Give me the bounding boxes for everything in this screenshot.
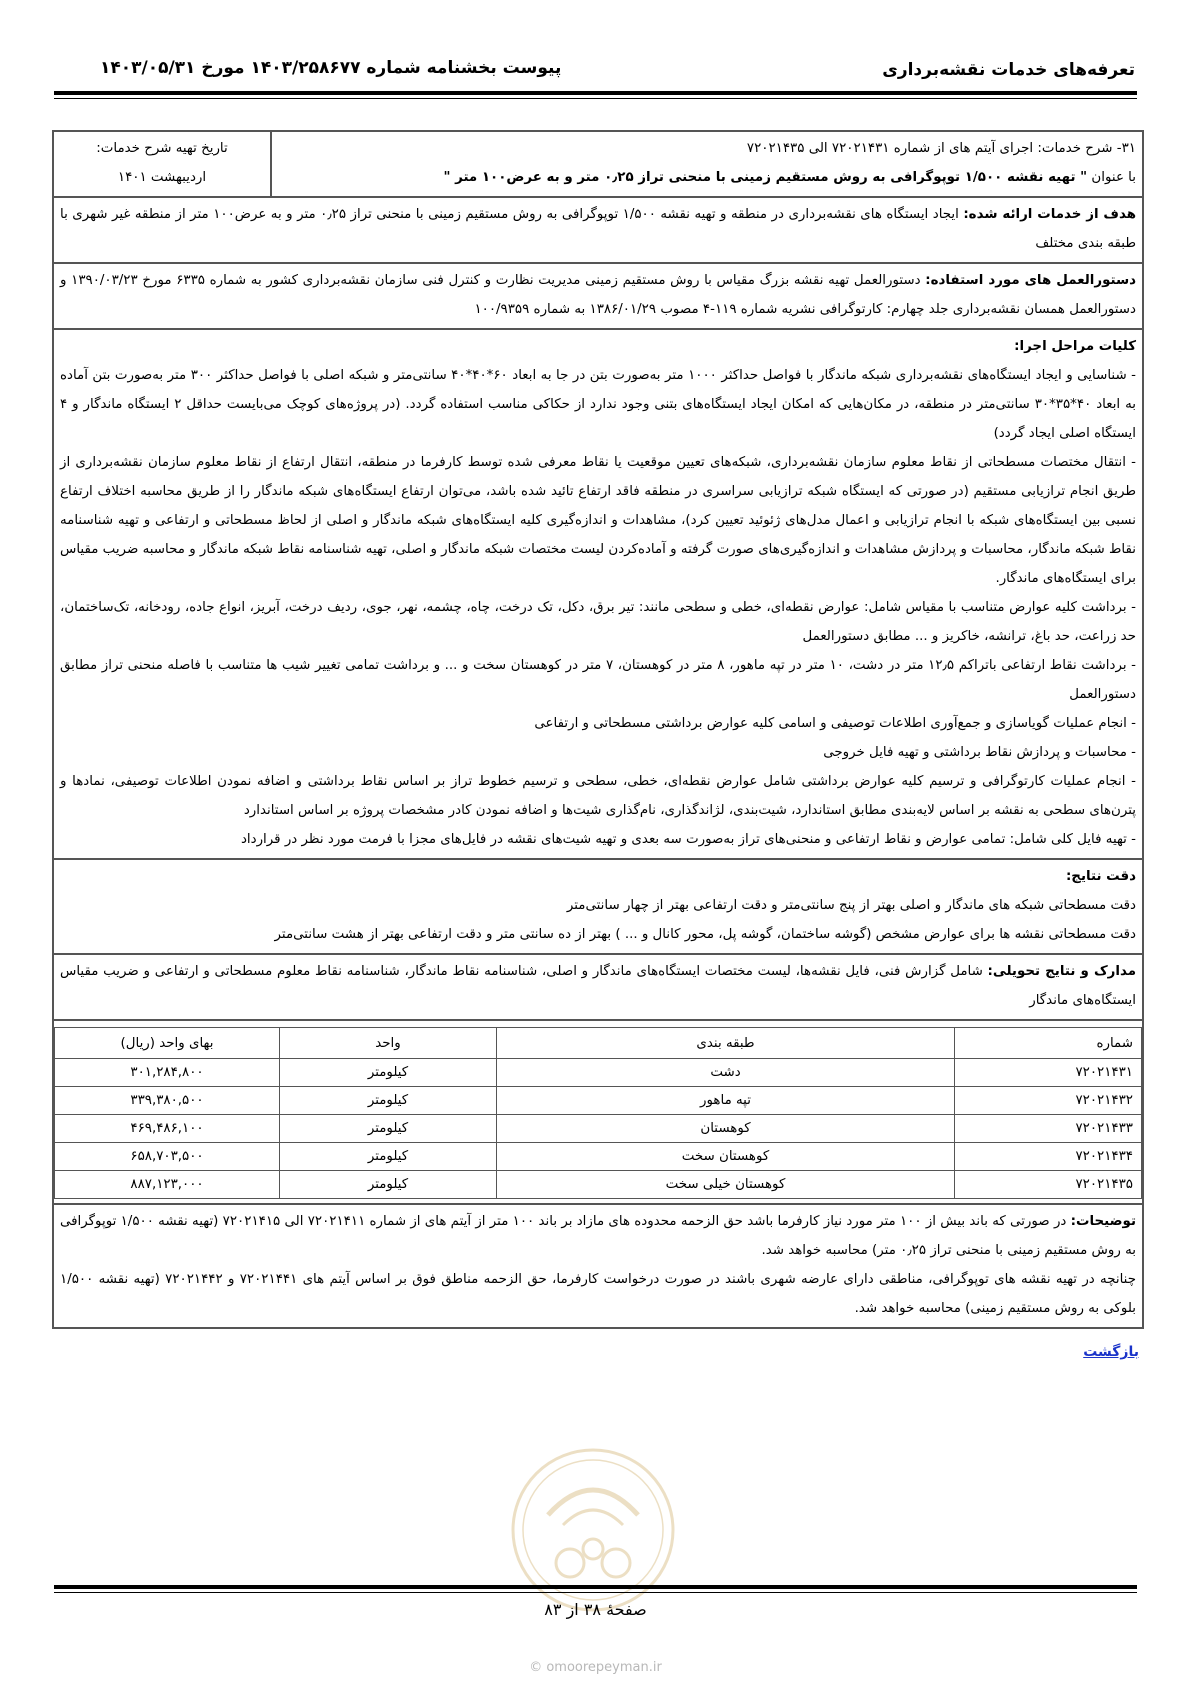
notes-row	[54, 1205, 1142, 1329]
table-row	[55, 1059, 1142, 1087]
page-number: صفحهٔ ۳۸ از ۸۳	[544, 1600, 647, 1619]
rates-table-header	[55, 1028, 1142, 1059]
steps-label: کلیات مراحل اجرا:	[1014, 339, 1136, 354]
col-header-code: شماره	[955, 1028, 1142, 1059]
step-item: - برداشت نقاط ارتفاعی باتراکم ۱۲٫۵ متر در دشت، ۱۰ متر در تپه ماهور، ۸ متر در کوهستان، ۷ متر در کوهستان سخت و ... و برداشت تمامی تغییر شیب ها متناسب با فاصله منحنی تراز مطابق دستورالعمل	[60, 658, 1137, 702]
goal-label: هدف از خدمات ارائه شده:	[963, 207, 1137, 222]
accuracy-line: دقت مسطحاتی شبکه های ماندگار و اصلی بهتر از پنج سانتی‌متر و دقت ارتفاعی بهتر از چهار سانتی‌متر	[566, 898, 1136, 913]
cell-class: کوهستان خیلی سخت	[497, 1171, 955, 1199]
col-header-unit: واحد	[280, 1028, 497, 1059]
table-row	[55, 1143, 1142, 1171]
step-item: - انجام عملیات گویاسازی و جمع‌آوری اطلاعات توصیفی و اسامی کلیه عوارض برداشتی مسطحاتی و ارتفاعی	[534, 716, 1136, 731]
accuracy-label: دقت نتایج:	[1065, 869, 1136, 884]
cell-unit: کیلومتر	[280, 1143, 497, 1171]
deliverables-label: مدارک و نتایج تحویلی:	[987, 964, 1136, 979]
service-date-cell	[54, 132, 272, 196]
col-header-class: طبقه بندی	[497, 1028, 955, 1059]
notes-para: توضیحات: در صورتی که باند بیش از ۱۰۰ متر مورد نیاز کارفرما باشد حق الزحمه محدوده های مازاد بر باند ۱۰۰ متر از آیتم های از شماره ۷۲۰۲۱۴۱۱ الی ۷۲۰۲۱۴۱۵ (تهیه نقشه ۱/۵۰۰ توپوگرافی به روش مستقیم زمینی با منحنی تراز ۰٫۲۵ متر) محاسبه خواهد شد.	[60, 1214, 1136, 1258]
cell-code: ۷۲۰۲۱۴۳۱	[955, 1059, 1142, 1087]
goal-text: ایجاد ایستگاه های نقشه‌برداری در منطقه و تهیه نقشه ۱/۵۰۰ توپوگرافی به روش مستقیم زمینی با منحنی تراز ۰٫۲۵ متر و به عرض۱۰۰ متر از منطقه غیر شهری با طبقه بندی مختلف	[60, 207, 1136, 251]
cell-code: ۷۲۰۲۱۴۳۵	[955, 1171, 1142, 1199]
footer-rule-thick	[54, 1585, 1137, 1589]
service-title-cell	[272, 132, 1142, 196]
header-rule-thin	[54, 98, 1137, 99]
accuracy-row	[54, 860, 1142, 955]
step-item: - برداشت کلیه عوارض متناسب با مقیاس شامل: عوارض نقطه‌ای، خطی و سطحی مانند: تیر برق، دکل، تک درخت، چاه، چشمه، نهر، جوی، ردیف درخت، آبریز، انواع جاده، رودخانه، تک‌ساختمان، حد زراعت، حد باغ، ترانشه، خاکریز و ... مطابق دستورالعمل	[60, 600, 1136, 644]
rates-table-row	[54, 1021, 1142, 1205]
table-row	[55, 1087, 1142, 1115]
col-header-price: بهای واحد (ریال)	[55, 1028, 280, 1059]
cell-unit: کیلومتر	[280, 1115, 497, 1143]
cell-price: ۴۶۹,۴۸۶,۱۰۰	[55, 1115, 280, 1143]
cell-class: دشت	[497, 1059, 955, 1087]
site-watermark: © omoorepeyman.ir	[529, 1660, 662, 1675]
notes-label: توضیحات:	[1070, 1214, 1136, 1229]
header-rule-thick	[54, 91, 1137, 95]
step-item: - تهیه فایل کلی شامل: تمامی عوارض و نقاط ارتفاعی و منحنی‌های تراز به‌صورت سه بعدی و تهیه شیت‌های نقشه در فایل‌های مجزا با فرمت مورد نظر در قرارداد	[240, 832, 1136, 847]
deliverables-row	[54, 955, 1142, 1021]
cell-unit: کیلومتر	[280, 1059, 497, 1087]
cell-price: ۳۰۱,۲۸۴,۸۰۰	[55, 1059, 280, 1087]
service-title-line: با عنوان " تهیه نقشه ۱/۵۰۰ توپوگرافی به روش مستقیم زمینی با منحنی تراز ۰٫۲۵ متر و به عرض۱۰۰ متر "	[443, 170, 1136, 185]
step-item: - محاسبات و پردازش نقاط برداشتی و تهیه فایل خروجی	[823, 745, 1136, 760]
cell-price: ۶۵۸,۷۰۳,۵۰۰	[55, 1143, 280, 1171]
step-item: - شناسایی و ایجاد ایستگاه‌های نقشه‌برداری شبکه ماندگار با فواصل حداکثر ۱۰۰۰ متر به‌صورت بتن در جا به ابعاد ۶۰*۴۰*۴۰ سانتی‌متر و شبکه اصلی با فواصل حداکثر ۳۰۰ متر به‌صورت بتن آماده به ابعاد ۴۰*۳۵*۳۰ سانتی‌متر در منطقه، در مکان‌هایی که امکان ایجاد ایستگاه‌های بتنی وجود ندارد از حکاکی مناسب استفاده گردد. (در پروژه‌های کوچک می‌بایست حداقل ۲ ایستگاه ماندگار و ۴ ایستگاه اصلی ایجاد گردد)	[60, 368, 1137, 441]
table-row	[55, 1115, 1142, 1143]
cell-class: تپه ماهور	[497, 1087, 955, 1115]
table-row	[55, 1171, 1142, 1199]
service-date-label: تاریخ تهیه شرح خدمات:	[96, 141, 228, 156]
service-title-row	[54, 132, 1142, 198]
seal-logo-icon	[508, 1445, 678, 1615]
cell-class: کوهستان سخت	[497, 1143, 955, 1171]
service-title: " تهیه نقشه ۱/۵۰۰ توپوگرافی به روش مستقیم زمینی با منحنی تراز ۰٫۲۵ متر و به عرض۱۰۰ متر "	[443, 170, 1088, 185]
back-link[interactable]: بازگشت	[1083, 1344, 1139, 1360]
cell-code: ۷۲۰۲۱۴۳۴	[955, 1143, 1142, 1171]
rates-table	[54, 1027, 1142, 1199]
step-item: - انتقال مختصات مسطحاتی از نقاط معلوم سازمان نقشه‌برداری، شبکه‌های تعیین موقعیت یا نقاط معرفی شده توسط کارفرما در منطقه، انتقال ارتفاع از نقاط معلوم سازمان نقشه‌برداری از طریق انجام ترازیابی مستقیم (در صورتی که ایستگاه شبکه ترازیابی سراسری در منطقه فاقد ارتفاع تائید شده باشد، می‌توان ارتفاع ایستگاه‌های شبکه ماندگار را از طریق محاسبه اختلاف ارتفاع نسبی بین ایستگاه‌های شبکه با انجام ترازیابی و اعمال مدل‌های ژئوئید تعیین کرد)، مشاهدات و اندازه‌گیری کلیه ایستگاه‌های شبکه ماندگار و اصلی از لحاظ مسطحاتی و ارتفاعی و تهیه شناسنامه نقاط شبکه ماندگار، محاسبات و پردازش مشاهدات و اندازه‌گیری‌های صورت گرفته و آماده‌کردن لیست مختصات شبکه ماندگار و اصلی، تهیه شناسنامه نقاط شبکه ماندگار و محاسبه ضریب مقیاس برای ایستگاه‌های ماندگار.	[60, 455, 1136, 586]
instructions-label: دستورالعمل های مورد استفاده:	[925, 273, 1137, 288]
cell-unit: کیلومتر	[280, 1087, 497, 1115]
service-number-line: ۳۱- شرح خدمات: اجرای آیتم های از شماره ۷۲۰۲۱۴۳۱ الی ۷۲۰۲۱۴۳۵	[746, 141, 1136, 156]
cell-price: ۳۳۹,۳۸۰,۵۰۰	[55, 1087, 280, 1115]
service-frame	[52, 130, 1144, 1329]
step-item: - انجام عملیات کارتوگرافی و ترسیم کلیه عوارض برداشتی شامل عوارض نقطه‌ای، خطی، سطحی و ترسیم خطوط تراز بر اساس نقاط برداشتی و اضافه نمودن اطلاعات توصیفی، نمادها و پترن‌های سطحی به نقشه بر اساس لایه‌بندی مطابق استاندارد، شیت‌بندی، لژاندگذاری، نام‌گذاری شیت‌ها و اضافه نمودن کادر مشخصات پروژه بر اساس استاندارد	[60, 774, 1136, 818]
notes-para: چنانچه در تهیه نقشه های توپوگرافی، مناطقی دارای عارضه شهری باشند در صورت درخواست کارفرما، حق الزحمه مناطق فوق بر اساس آیتم های ۷۲۰۲۱۴۴۱ و ۷۲۰۲۱۴۴۲ (تهیه نقشه ۱/۵۰۰ بلوکی به روش مستقیم زمینی) محاسبه خواهد شد.	[60, 1272, 1136, 1316]
instructions-row	[54, 264, 1142, 330]
header-circular-ref: پیوست بخشنامه شماره ۱۴۰۳/۲۵۸۶۷۷ مورخ ۱۴۰۳/۰۵/۳۱	[100, 58, 562, 78]
deliverables-text: شامل گزارش فنی، فایل نقشه‌ها، لیست مختصات ایستگاه‌های ماندگار و اصلی، شناسنامه نقاط ماندگار، شناسنامه نقاط معلوم مسطحاتی و ارتفاعی و ضریب مقیاس ایستگاه‌های ماندگار	[60, 964, 1136, 1008]
cell-code: ۷۲۰۲۱۴۳۲	[955, 1087, 1142, 1115]
cell-unit: کیلومتر	[280, 1171, 497, 1199]
cell-price: ۸۸۷,۱۲۳,۰۰۰	[55, 1171, 280, 1199]
footer-rule-thin	[54, 1592, 1137, 1593]
cell-class: کوهستان	[497, 1115, 955, 1143]
cell-code: ۷۲۰۲۱۴۳۳	[955, 1115, 1142, 1143]
service-date-value: اردیبهشت ۱۴۰۱	[117, 170, 207, 185]
steps-row	[54, 330, 1142, 860]
instructions-text: دستورالعمل تهیه نقشه بزرگ مقیاس با روش مستقیم زمینی مدیریت نظارت و کنترل فنی سازمان نقشه‌برداری کشور به شماره ۶۳۳۵ مورخ ۱۳۹۰/۰۳/۲۳ و دستورالعمل همسان نقشه‌برداری جلد چهارم: کارتوگرافی نشریه شماره ۱۱۹-۴ مصوب ۱۳۸۶/۰۱/۲۹ به شماره ۱۰۰/۹۳۵۹	[60, 273, 1136, 317]
goal-row	[54, 198, 1142, 264]
accuracy-line: دقت مسطحاتی نقشه ها برای عوارض مشخص (گوشه ساختمان، گوشه پل، محور کانال و ... ) بهتر از ده سانتی متر و دقت ارتفاعی بهتر از هشت سانتی‌متر	[274, 927, 1136, 942]
header-title: تعرفه‌های خدمات نقشه‌برداری	[882, 60, 1135, 80]
